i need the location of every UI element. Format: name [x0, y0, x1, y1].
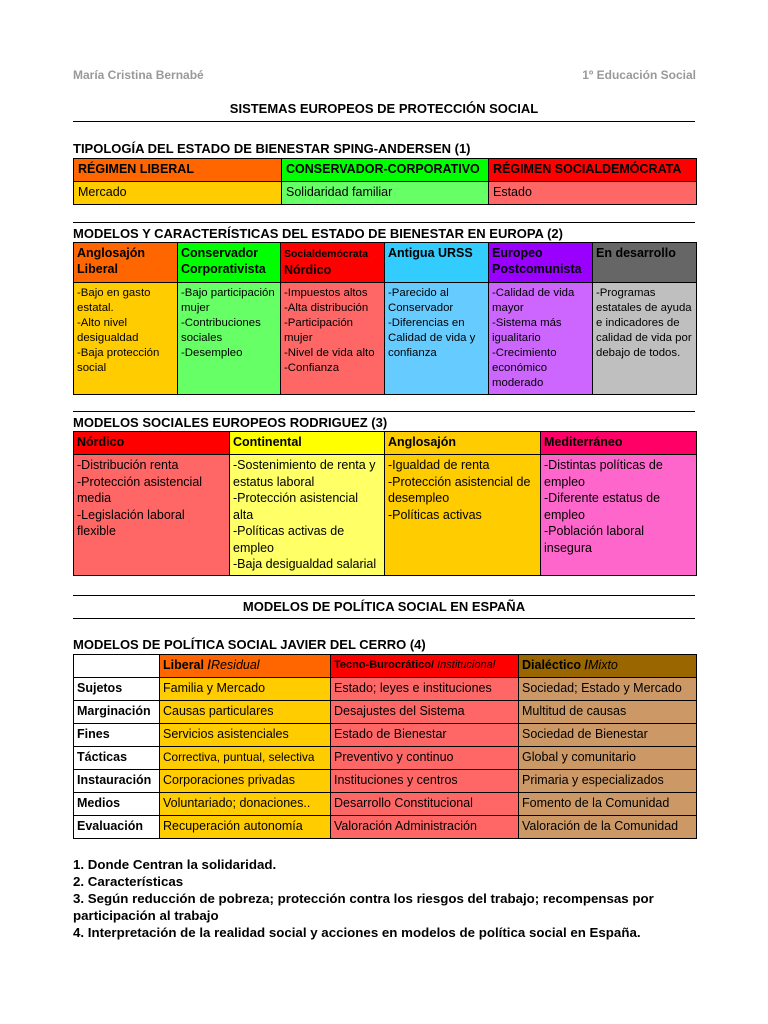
s1-value-mercado: Mercado [74, 182, 282, 205]
list-item: -Distribución renta [77, 458, 179, 472]
s5-row-label: Instauración [74, 770, 160, 793]
list-item: -Población laboral insegura [544, 524, 645, 555]
list-item: -Calidad de vida mayor [492, 287, 575, 314]
s5-row-label: Evaluación [74, 816, 160, 839]
divider [73, 618, 695, 619]
s5-header-dialectico-main: Dialéctico / [522, 658, 588, 672]
s5-header-dialectico [519, 655, 697, 678]
section1-table [73, 158, 697, 205]
list-item: -Sistema más igualitario [492, 317, 562, 344]
list-item: -Baja protección social [77, 347, 160, 374]
s2-cell-urss [385, 283, 489, 395]
table-cell: Corporaciones privadas [160, 770, 331, 793]
s5-row-label: Marginación [74, 701, 160, 724]
footnotes [73, 856, 703, 941]
footnote: 2. Características [73, 874, 184, 889]
s2-header-anglosajon: Anglosajón Liberal [74, 243, 178, 283]
list-item: -Alto nivel desigualdad [77, 317, 139, 344]
divider [73, 121, 695, 122]
s1-header-liberal: RÉGIMEN LIBERAL [74, 159, 282, 182]
section5-title: MODELOS DE POLÍTICA SOCIAL JAVIER DEL CERRO (4) [73, 637, 426, 652]
list-item: -Sostenimiento de renta y estatus laboral [233, 458, 376, 489]
list-item: -Alta distribución [284, 302, 369, 314]
table-cell: Estado; leyes e instituciones [331, 678, 519, 701]
list-item: -Diferente estatus de empleo [544, 491, 661, 522]
table-cell: Familia y Mercado [160, 678, 331, 701]
list-item: -Protección asistencial media [77, 474, 203, 505]
list-item: -Impuestos altos [284, 287, 368, 299]
footnote: 3. Según reducción de pobreza; protección contra los riesgos del trabajo; recompensas por participación al trabajo [73, 891, 654, 923]
s2-cell-desarrollo [593, 283, 697, 395]
s2-cell-postcomunista [489, 283, 593, 395]
table-cell: Causas particulares [160, 701, 331, 724]
s2-header-nordico: Nórdico [284, 263, 332, 277]
section3-table [73, 431, 697, 576]
table-cell: Correctiva, puntual, selectiva [160, 747, 331, 770]
list-item: -Diferencias en Calidad de vida y confianza [388, 317, 476, 359]
table-cell: Desarrollo Constitucional [331, 793, 519, 816]
divider [73, 222, 695, 223]
section2-title: MODELOS Y CARACTERÍSTICAS DEL ESTADO DE BIENESTAR EN EUROPA (2) [73, 226, 563, 241]
list-item: -Contribuciones sociales [181, 317, 261, 344]
list-item: -Crecimiento económico moderado [492, 347, 557, 389]
list-item: -Legislación laboral flexible [77, 507, 185, 538]
s5-header-tecno [331, 655, 519, 678]
table-cell: Valoración Administración [331, 816, 519, 839]
s3-cell-mediterraneo [541, 455, 697, 576]
list-item: -Protección asistencial de desempleo [388, 474, 531, 505]
list-item: -Participación mujer [284, 317, 354, 344]
s1-value-estado: Estado [489, 182, 697, 205]
list-item: -Desempleo [181, 347, 243, 359]
list-item: -Nivel de vida alto [284, 347, 375, 359]
divider [73, 411, 695, 412]
s3-cell-anglosajon [385, 455, 541, 576]
s3-header-nordico: Nórdico [74, 432, 230, 455]
s5-header-liberal-main: Liberal / [163, 658, 211, 672]
s5-header-tecno-italic: Institucional [434, 659, 496, 671]
footnote: 4. Interpretación de la realidad social y acciones en modelos de política social en España. [73, 925, 641, 940]
list-item: -Confianza [284, 362, 340, 374]
table-cell: Sociedad de Bienestar [519, 724, 697, 747]
table-cell: Desajustes del Sistema [331, 701, 519, 724]
section5-table [73, 654, 697, 839]
table-cell: Servicios asistenciales [160, 724, 331, 747]
table-cell: Valoración de la Comunidad [519, 816, 697, 839]
s5-row-label: Medios [74, 793, 160, 816]
list-item: -Distintas políticas de empleo [544, 458, 663, 489]
table-cell: Primaria y especializados [519, 770, 697, 793]
footnote: 1. Donde Centran la solidaridad. [73, 857, 277, 872]
section1-title: TIPOLOGÍA DEL ESTADO DE BIENESTAR SPING-ANDERSEN (1) [73, 141, 471, 156]
s3-header-continental: Continental [230, 432, 385, 455]
s1-header-conservador: CONSERVADOR-CORPORATIVO [282, 159, 489, 182]
table-cell: Global y comunitario [519, 747, 697, 770]
list-item: -Políticas activas de empleo [233, 524, 345, 555]
s2-header-socialdemocrata-small: Socialdemócrata [284, 248, 369, 260]
section3-title: MODELOS SOCIALES EUROPEOS RODRIGUEZ (3) [73, 415, 388, 430]
s5-header-tecno-main: Tecno-Burocrático/ [334, 659, 435, 671]
page-title: SISTEMAS EUROPEOS DE PROTECCIÓN SOCIAL [229, 101, 539, 116]
s3-header-mediterraneo: Mediterráneo [541, 432, 697, 455]
s5-header-liberal [160, 655, 331, 678]
s1-value-solidaridad: Solidaridad familiar [282, 182, 489, 205]
section4-title: MODELOS DE POLÍTICA SOCIAL EN ESPAÑA [242, 599, 526, 614]
section2-table [73, 242, 697, 395]
divider [73, 595, 695, 596]
list-item: -Parecido al Conservador [388, 287, 454, 314]
author-header: María Cristina Bernabé [73, 68, 204, 82]
table-cell: Fomento de la Comunidad [519, 793, 697, 816]
s2-header-socialdemocrata [281, 243, 385, 283]
s3-cell-nordico [74, 455, 230, 576]
list-item: -Protección asistencial alta [233, 491, 359, 522]
table-cell: Multitud de causas [519, 701, 697, 724]
s2-header-desarrollo: En desarrollo [593, 243, 697, 283]
list-item: -Políticas activas [388, 507, 482, 522]
s2-header-urss: Antigua URSS [385, 243, 489, 283]
s3-cell-continental [230, 455, 385, 576]
table-cell: Voluntariado; donaciones.. [160, 793, 331, 816]
s5-corner [74, 655, 160, 678]
list-item: -Bajo participación mujer [181, 287, 275, 314]
table-cell: Estado de Bienestar [331, 724, 519, 747]
s2-header-postcomunista: Europeo Postcomunista [489, 243, 593, 283]
table-cell: Preventivo y continuo [331, 747, 519, 770]
s2-cell-socialdemocrata [281, 283, 385, 395]
s5-row-label: Fines [74, 724, 160, 747]
s2-header-conservador: Conservador Corporativista [178, 243, 281, 283]
s5-header-liberal-italic: Residual [210, 658, 260, 672]
list-item: -Igualdad de renta [388, 458, 490, 472]
table-cell: Instituciones y centros [331, 770, 519, 793]
s5-row-label: Sujetos [74, 678, 160, 701]
table-cell: Sociedad; Estado y Mercado [519, 678, 697, 701]
s5-row-label: Tácticas [74, 747, 160, 770]
list-item: -Bajo en gasto estatal. [77, 287, 151, 314]
list-item: -Baja desigualdad salarial [233, 557, 377, 571]
table-cell: Recuperación autonomía [160, 816, 331, 839]
s2-cell-anglosajon [74, 283, 178, 395]
course-header: 1º Educación Social [582, 68, 696, 82]
s5-header-dialectico-italic: Mixto [588, 658, 618, 672]
s3-header-anglosajon: Anglosajón [385, 432, 541, 455]
list-item: -Programas estatales de ayuda e indicadores de calidad de vida por debajo de todos. [596, 287, 692, 359]
s2-cell-conservador [178, 283, 281, 395]
s1-header-socialdemocrata: RÉGIMEN SOCIALDEMÓCRATA [489, 159, 697, 182]
